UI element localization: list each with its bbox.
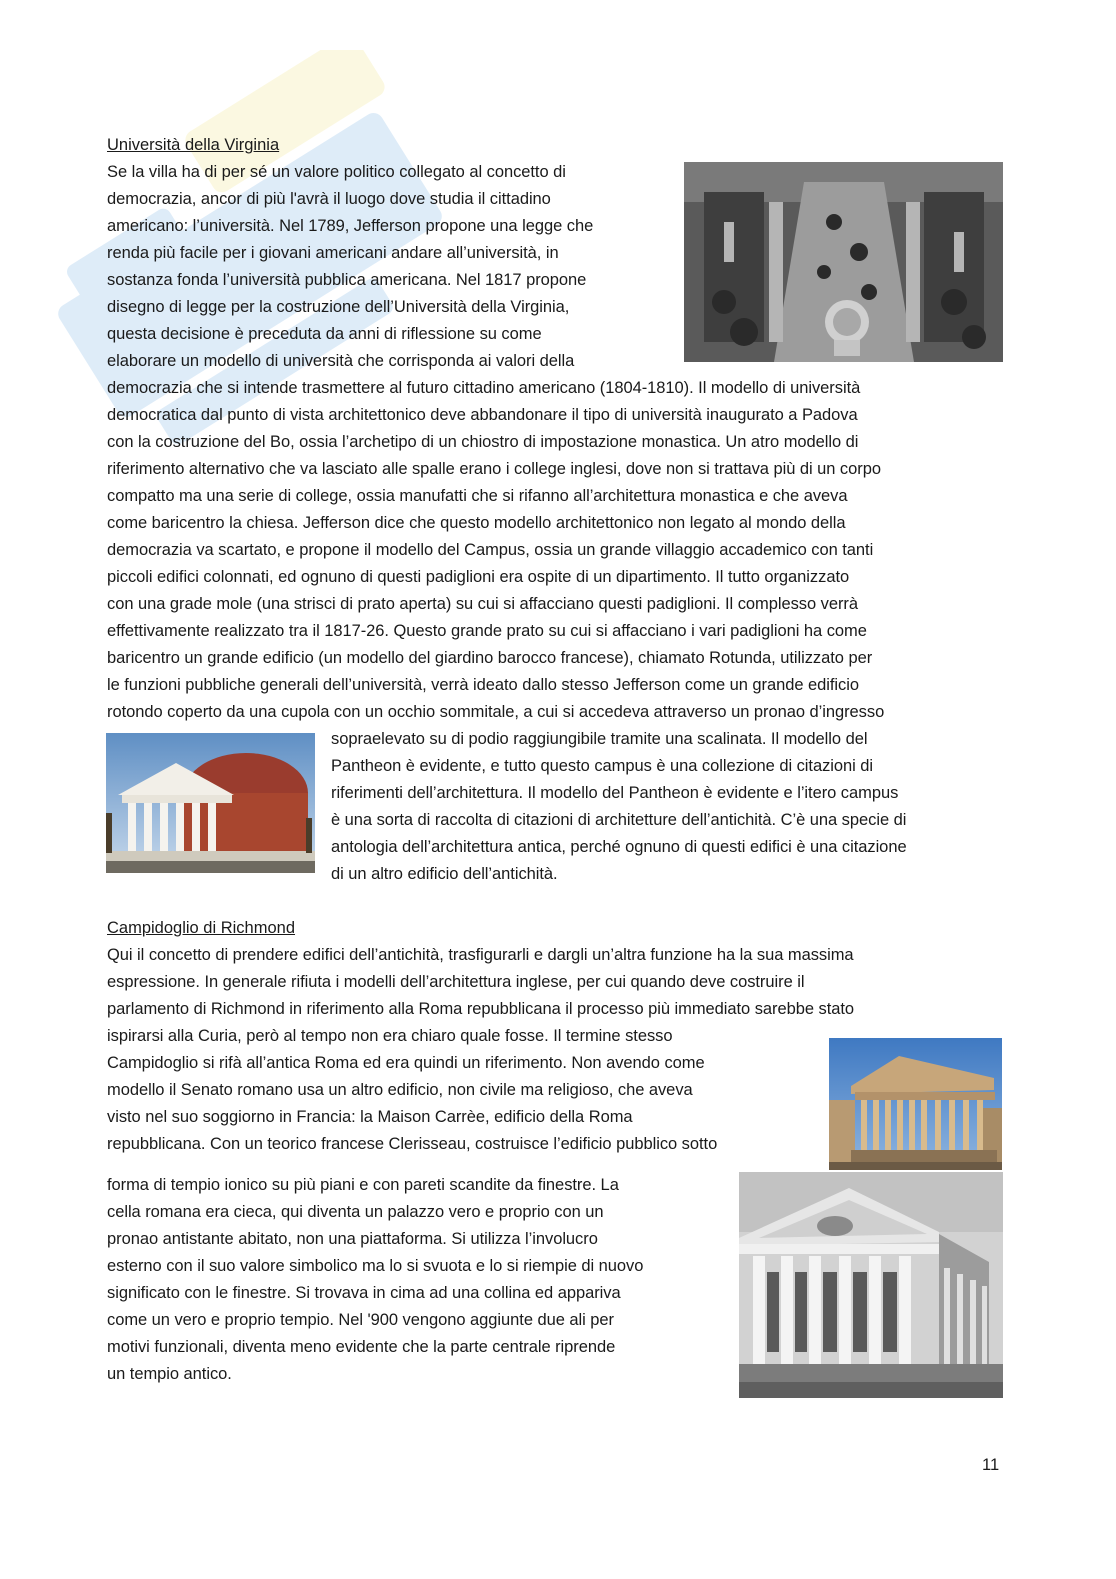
paragraph-line: democrazia, ancor di più l'avrà il luogo dove studia il cittadino	[107, 190, 551, 208]
paragraph-line: piccoli edifici colonnati, ed ognuno di questi padiglioni era ospite di un dipartimento. Il tutto organizzato	[107, 568, 850, 586]
paragraph-line: espressione. In generale rifiuta i modelli dell’architettura inglese, per cui quando deve costruire il	[107, 973, 805, 991]
richmond-capitol-photo	[739, 1172, 1003, 1398]
paragraph-line: esterno con il suo valore simbolico ma lo si svuota e lo si riempie di nuovo	[107, 1257, 644, 1275]
section-title-virginia: Università della Virginia	[107, 136, 280, 154]
paragraph-line: Qui il concetto di prendere edifici dell’antichità, trasfigurarli e dargli un’altra funzione ha la sua massima	[107, 946, 854, 964]
paragraph-line: questa decisione è preceduta da anni di riflessione su come	[107, 325, 542, 343]
paragraph-line: significato con le finestre. Si trovava in cima ad una collina ed appariva	[107, 1284, 621, 1302]
paragraph-line: pronao antistante abitato, non una piattaforma. Si utilizza l’involucro	[107, 1230, 598, 1248]
paragraph-line: motivi funzionali, diventa meno evidente che la parte centrale riprende	[107, 1338, 616, 1356]
page-number: 11	[982, 1456, 1000, 1474]
paragraph-line: baricentro un grande edificio (un modello del giardino barocco francese), chiamato Rotunda, utilizzato per	[107, 649, 873, 667]
paragraph-line: effettivamente realizzato tra il 1817-26. Questo grande prato su cui si affacciano i vari padiglioni ha come	[107, 622, 867, 640]
paragraph-line: Pantheon è evidente, e tutto questo campus è una collezione di citazioni di	[331, 757, 874, 775]
paragraph-line: con una grade mole (una strisci di prato aperta) su cui si affacciano questi padiglioni. Il complesso verrà	[107, 595, 858, 613]
paragraph-line: disegno di legge per la costruzione dell’Università della Virginia,	[107, 298, 570, 316]
paragraph-line: modello il Senato romano usa un altro edificio, non civile ma religioso, che aveva	[107, 1081, 693, 1099]
paragraph-line: con la costruzione del Bo, ossia l’archetipo di un chiostro di impostazione monastica. Un atro modello di	[107, 433, 859, 451]
maison-carree-photo	[829, 1038, 1002, 1170]
paragraph-line: Se la villa ha di per sé un valore politico collegato al concetto di	[107, 163, 566, 181]
paragraph-line: come baricentro la chiesa. Jefferson dice che questo modello architettonico non legato al mondo della	[107, 514, 846, 532]
section-title-richmond: Campidoglio di Richmond	[107, 919, 296, 937]
paragraph-line: un tempio antico.	[107, 1365, 232, 1383]
paragraph-line: democrazia va scartato, e propone il modello del Campus, ossia un grande villaggio accademico con tanti	[107, 541, 874, 559]
paragraph-line: sostanza fonda l’università pubblica americana. Nel 1817 propone	[107, 271, 587, 289]
paragraph-line: democratica dal punto di vista architettonico deve abbandonare il tipo di università inaugurato a Padova	[107, 406, 858, 424]
paragraph-line: americano: l’università. Nel 1789, Jefferson propone una legge che	[107, 217, 594, 235]
paragraph-line: antologia dell’architettura antica, perché ognuno di questi edifici è una citazione	[331, 838, 907, 856]
paragraph-line: elaborare un modello di università che corrisponda ai valori della	[107, 352, 575, 370]
campus-aerial-photo	[684, 162, 1003, 362]
rotunda-photo	[106, 733, 315, 873]
paragraph-line: rotondo coperto da una cupola con un occhio sommitale, a cui si accedeva attraverso un pronao d’ingresso	[107, 703, 885, 721]
paragraph-line: sopraelevato su di podio raggiungibile tramite una scalinata. Il modello del	[331, 730, 868, 748]
paragraph-line: parlamento di Richmond in riferimento alla Roma repubblicana il processo più immediato sarebbe stato	[107, 1000, 855, 1018]
paragraph-line: renda più facile per i giovani americani andare all’università, in	[107, 244, 559, 262]
paragraph-line: democrazia che si intende trasmettere al futuro cittadino americano (1804-1810). Il modello di università	[107, 379, 861, 397]
paragraph-line: di un altro edificio dell’antichità.	[331, 865, 558, 883]
paragraph-line: riferimenti dell’architettura. Il modello del Pantheon è evidente e l’itero campus	[331, 784, 899, 802]
paragraph-line: forma di tempio ionico su più piani e con pareti scandite da finestre. La	[107, 1176, 619, 1194]
paragraph-line: repubblicana. Con un teorico francese Clerisseau, costruisce l’edificio pubblico sotto	[107, 1135, 718, 1153]
paragraph-line: riferimento alternativo che va lasciato alle spalle erano i college inglesi, dove non si trattava più di un corpo	[107, 460, 881, 478]
paragraph-line: compatto ma una serie di college, ossia manufatti che si rifanno all’architettura monastica e che aveva	[107, 487, 848, 505]
paragraph-line: le funzioni pubbliche generali dell’università, verrà ideato dallo stesso Jefferson come un grande edificio	[107, 676, 859, 694]
paragraph-line: come un vero e proprio tempio. Nel '900 vengono aggiunte due ali per	[107, 1311, 614, 1329]
paragraph-line: è una sorta di raccolta di citazioni di architetture dell’antichità. C’è una specie di	[331, 811, 907, 829]
paragraph-line: visto nel suo soggiorno in Francia: la Maison Carrèe, edificio della Roma	[107, 1108, 633, 1126]
paragraph-line: ispirarsi alla Curia, però al tempo non era chiaro quale fosse. Il termine stesso	[107, 1027, 673, 1045]
paragraph-line: cella romana era cieca, qui diventa un palazzo vero e proprio con un	[107, 1203, 604, 1221]
paragraph-line: Campidoglio si rifà all’antica Roma ed era quindi un riferimento. Non avendo come	[107, 1054, 705, 1072]
